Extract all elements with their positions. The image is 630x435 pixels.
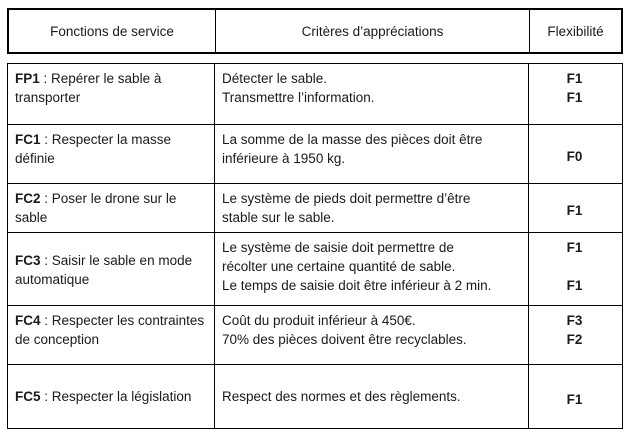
criteria-line: Le système de pieds doit permettre d’être <box>222 191 471 206</box>
table-header <box>7 8 623 54</box>
header-functions: Fonctions de service <box>9 10 216 52</box>
function-text: : Respecter la législation <box>40 389 192 404</box>
flexibility-value: F3 <box>566 313 583 328</box>
header-flexibility: Flexibilité <box>547 23 604 39</box>
criteria-line: récolter une certaine quantité de sable. <box>222 259 456 274</box>
criteria-line: inférieure à 1950 kg. <box>222 151 346 166</box>
flexibility-value: F1 <box>566 391 583 407</box>
function-cell <box>8 233 215 305</box>
header-criteria: Critères d’appréciations <box>216 10 530 52</box>
table-row-fc2 <box>8 184 622 233</box>
criteria-line: 70% des pièces doivent être recyclables. <box>222 332 467 347</box>
criteria-line: Le temps de saisie doit être inférieur à 2 min. <box>222 278 492 293</box>
flexibility-cell <box>529 365 620 428</box>
function-text: : Respecter la masse définie <box>15 132 172 166</box>
criteria-line: La somme de la masse des pièces doit être <box>222 132 483 147</box>
criteria-cell <box>215 64 529 124</box>
flexibility-value: F1 <box>566 240 583 255</box>
function-code: FC2 <box>15 191 41 206</box>
function-code: FC3 <box>15 253 41 268</box>
criteria-cell <box>215 306 529 364</box>
flexibility-value: F1 <box>566 90 583 105</box>
function-text: : Saisir le sable en mode automatique <box>15 253 193 287</box>
criteria-line: stable sur le sable. <box>222 210 335 225</box>
flexibility-value: F1 <box>566 71 583 86</box>
table-row-fc5 <box>8 365 622 428</box>
criteria-line: Transmettre l’information. <box>222 90 375 105</box>
table-row-fp1 <box>8 64 622 125</box>
criteria-line: Le système de saisie doit permettre de <box>222 240 454 255</box>
criteria-line: Respect des normes et des règlements. <box>222 389 461 404</box>
flexibility-cell <box>529 125 620 183</box>
flexibility-cell <box>529 233 620 305</box>
flexibility-cell <box>529 64 620 124</box>
table-row-fc4 <box>8 306 622 365</box>
function-code: FC4 <box>15 313 41 328</box>
table-body <box>7 63 623 429</box>
specification-table <box>7 8 623 428</box>
function-code: FC5 <box>15 389 41 404</box>
function-cell <box>8 306 215 364</box>
function-code: FP1 <box>15 71 40 86</box>
criteria-cell <box>215 233 529 305</box>
criteria-line: Coût du produit inférieur à 450€. <box>222 313 416 328</box>
function-cell <box>8 365 215 428</box>
flexibility-value: F1 <box>566 278 583 293</box>
function-text: : Respecter les contraintes de conception <box>15 313 205 347</box>
criteria-cell <box>215 125 529 183</box>
function-text: : Repérer le sable à transporter <box>15 71 162 105</box>
function-cell <box>8 64 215 124</box>
function-code: FC1 <box>15 132 41 147</box>
table-row-fc1 <box>8 125 622 184</box>
flexibility-cell <box>529 306 620 364</box>
function-text: : Poser le drone sur le sable <box>15 191 177 225</box>
table-row-fc3 <box>8 233 622 306</box>
criteria-line: Détecter le sable. <box>222 71 328 86</box>
flexibility-value: F2 <box>566 332 583 347</box>
flexibility-value: F1 <box>566 203 583 218</box>
criteria-cell <box>215 184 529 232</box>
flexibility-value: F0 <box>566 149 583 164</box>
criteria-cell <box>215 365 529 428</box>
function-cell <box>8 125 215 183</box>
flexibility-cell <box>529 184 620 232</box>
function-cell <box>8 184 215 232</box>
